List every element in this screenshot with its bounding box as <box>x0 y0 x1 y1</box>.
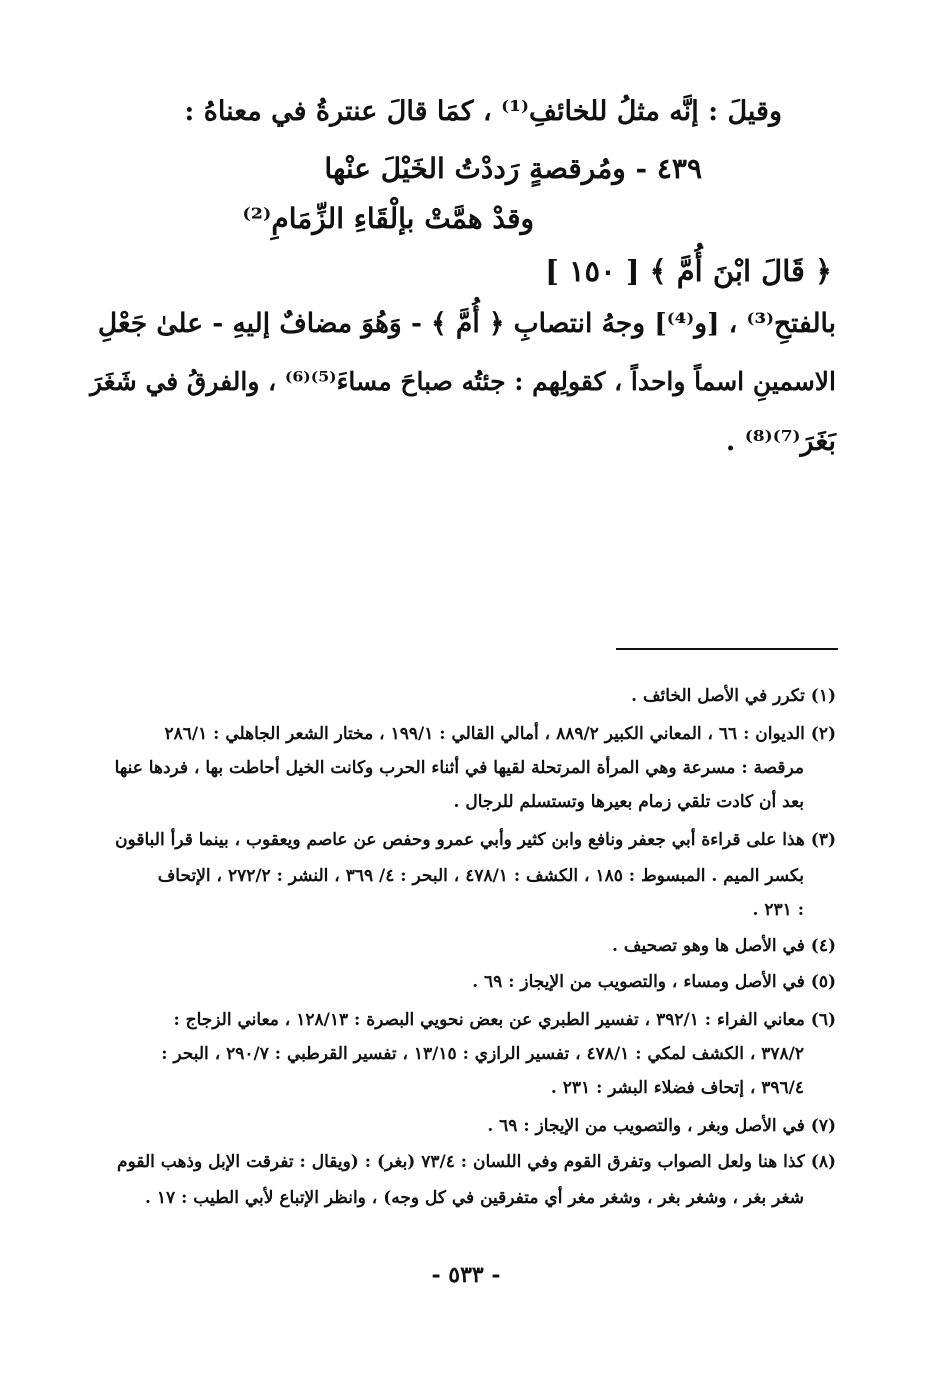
body-line-1: وقيلَ : إنَّه مثلُ للخائفِ⁽¹⁾ ، كمَا قالَ عنترةُ في معناهُ : <box>184 96 782 127</box>
footnote-8: (٨) كذا هنا ولعل الصواب وتفرق القوم وفي اللسان : ٧٣/٤ (بغر) : (ويقال : تفرقت الإبل وذهب القوم <box>117 1152 836 1172</box>
footnote-3-cont: : ٢٣١ . <box>752 900 804 920</box>
footnote-6-cont: ٣٧٨/٢ ، الكشف لمكي : ٤٧٨/١ ، تفسير الرازي : ١٣/١٥ ، تفسير القرطبي : ٢٩٠/٧ ، البحر : <box>161 1044 804 1064</box>
footnote-1: (١) تكرر في الأصل الخائف . <box>631 686 836 706</box>
body-line-2: بالفتحِ⁽³⁾ ، [و⁽⁴⁾] وجهُ انتصابِ ﴿ أُمَّ ﴾ - وَهُوَ مضافٌ إليهِ - علىٰ جَعْلِ <box>97 308 836 339</box>
verse-line-2: وقدْ همَّتْ بإلْقَاءِ الزِّمَامِ⁽²⁾ <box>242 202 534 235</box>
footnote-3-cont: بكسر الميم . المبسوط : ١٨٥ ، الكشف : ٤٧٨/١ ، البحر : ٤/ ٣٦٩ ، النشر : ٢٧٢/٢ ، الإتحاف <box>157 866 804 886</box>
footnote-2-cont: بعد أن كادت تلقي زمام بعيرها وتستسلم للرجال . <box>453 792 804 812</box>
footnote-6: (٦) معاني الفراء : ٣٩٢/١ ، تفسير الطبري عن بعض نحويي البصرة : ١٢٨/١٣ ، معاني الزجاج : <box>173 1010 836 1030</box>
page-number: - ٥٣٣ - <box>431 1262 501 1288</box>
footnote-6-cont: ٣٩٦/٤ ، إتحاف فضلاء البشر : ٢٣١ . <box>550 1078 804 1098</box>
body-line-3: الاسمينِ اسماً واحداً ، كقولِهم : جئتُه صباحَ مساءَ⁽⁵⁾⁽⁶⁾ ، والفرقُ في شَغَرَ <box>89 367 836 396</box>
quran-citation: ﴿ قَالَ ابْنَ أُمَّ ﴾ [ ١٥٠ ] <box>545 254 832 288</box>
footnote-2-cont: مرقصة : مسرعة وهي المرأة المرتحلة لقيها في أثناء الحرب وكانت الخيل أحاطت بها ، فردها عنها <box>114 758 804 778</box>
footnote-5: (٥) في الأصل ومساء ، والتصويب من الإيجاز : ٦٩ . <box>472 972 836 992</box>
footnote-3: (٣) هذا على قراءة أبي جعفر ونافع وابن كثير وأبي عمرو وحفص عن عاصم ويعقوب ، بينما قرأ الباقون <box>115 830 836 850</box>
verse-line-1: ٤٣٩ - ومُرقصةٍ رَددْتُ الخَيْلَ عنْها <box>324 152 702 185</box>
body-line-4: بَغَرَ⁽⁷⁾⁽⁸⁾ . <box>725 426 836 457</box>
footnote-2: (٢) الديوان : ٦٦ ، المعاني الكبير ٨٨٩/٢ ، أمالي القالي : ١٩٩/١ ، مختار الشعر الجاهلي : ٢٨٦/١ <box>164 724 836 744</box>
footnote-separator <box>616 648 838 650</box>
footnote-4: (٤) في الأصل ها وهو تصحيف . <box>612 936 836 956</box>
footnote-7: (٧) في الأصل وبغر ، والتصويب من الإيجاز : ٦٩ . <box>487 1116 836 1136</box>
footnote-8-cont: شغر بغر ، وشغر بغر ، وشغر مغر أي متفرقين في كل وجه) ، وانظر الإتباع لأبي الطيب : ١٧ . <box>145 1188 804 1208</box>
